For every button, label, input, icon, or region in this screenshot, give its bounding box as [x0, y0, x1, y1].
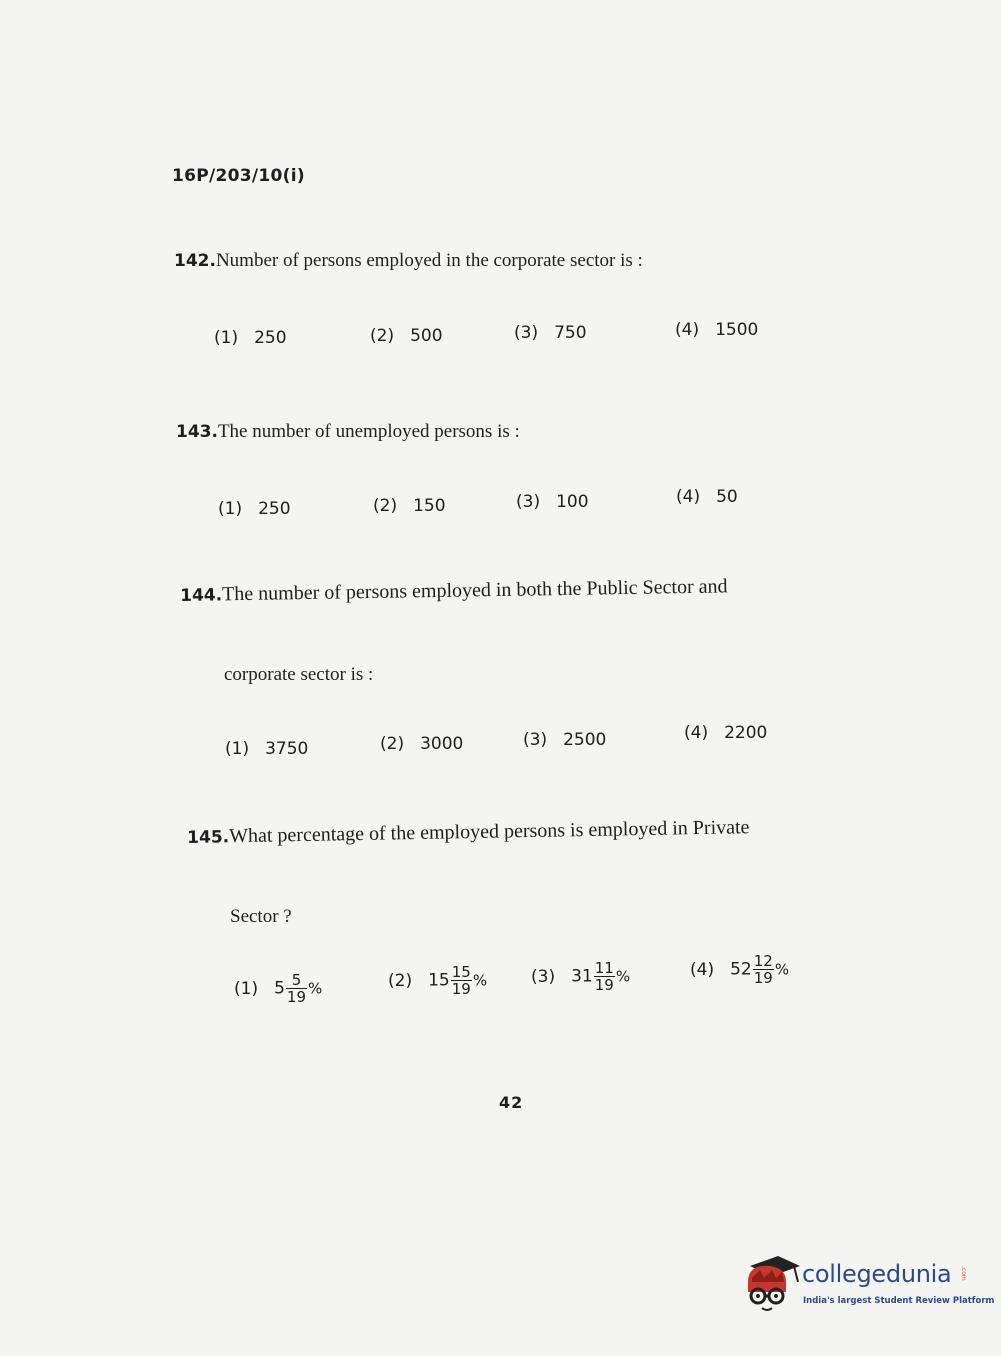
paper-code: 16P/203/10(i) — [172, 166, 305, 186]
fraction: $\frac{15}{19}$ — [451, 963, 471, 998]
question-text-line-2: corporate sector is : — [224, 664, 374, 685]
question-145 — [187, 816, 750, 849]
question-143 — [176, 421, 520, 443]
question-text-line-1: The number of persons employed in both the Public Sector and — [221, 575, 728, 606]
q144-option-4: (4) 2200 — [684, 723, 768, 743]
q145-option-1: (1) 5 $\frac{5}{19}$ % — [234, 971, 323, 1006]
q144-option-1: (1) 3750 — [225, 739, 309, 759]
q142-option-2: (2) 500 — [370, 326, 443, 346]
brand-tagline: India's largest Student Review Platform — [803, 1296, 995, 1306]
q145-option-3: (3) 31 $\frac{11}{19}$ % — [531, 959, 631, 994]
q145-option-4: (4) 52 $\frac{12}{19}$ % — [690, 952, 790, 987]
q142-option-4: (4) 1500 — [675, 320, 759, 340]
page-number: 42 — [499, 1093, 524, 1112]
mascot-icon — [742, 1252, 802, 1316]
question-number: 142. — [174, 251, 216, 271]
collegedunia-logo — [742, 1252, 995, 1316]
question-number: 143. — [176, 422, 218, 442]
q145-option-2: (2) 15 $\frac{15}{19}$ % — [388, 963, 488, 998]
q142-option-1: (1) 250 — [214, 328, 287, 348]
q143-option-1: (1) 250 — [218, 499, 291, 519]
question-text: Number of persons employed in the corporate sector is : — [215, 250, 643, 271]
fraction: $\frac{5}{19}$ — [286, 971, 307, 1006]
question-number: 144. — [180, 585, 223, 606]
brand-domain: .com — [960, 1266, 967, 1281]
q144-option-3: (3) 2500 — [523, 730, 607, 750]
q143-option-2: (2) 150 — [373, 496, 446, 516]
q143-option-3: (3) 100 — [516, 492, 589, 512]
q142-option-3: (3) 750 — [514, 323, 587, 343]
brand-name: collegedunia — [802, 1260, 952, 1288]
q144-option-2: (2) 3000 — [380, 734, 464, 754]
question-text-line-2: Sector ? — [230, 906, 292, 927]
question-number: 145. — [187, 827, 230, 848]
question-text-line-1: What percentage of the employed persons is employed in Private — [228, 816, 750, 848]
question-142 — [174, 250, 643, 272]
q143-option-4: (4) 50 — [676, 487, 738, 507]
fraction: $\frac{11}{19}$ — [594, 959, 614, 994]
fraction: $\frac{12}{19}$ — [753, 952, 773, 987]
question-text: The number of unemployed persons is : — [217, 421, 520, 442]
question-144 — [180, 575, 728, 607]
